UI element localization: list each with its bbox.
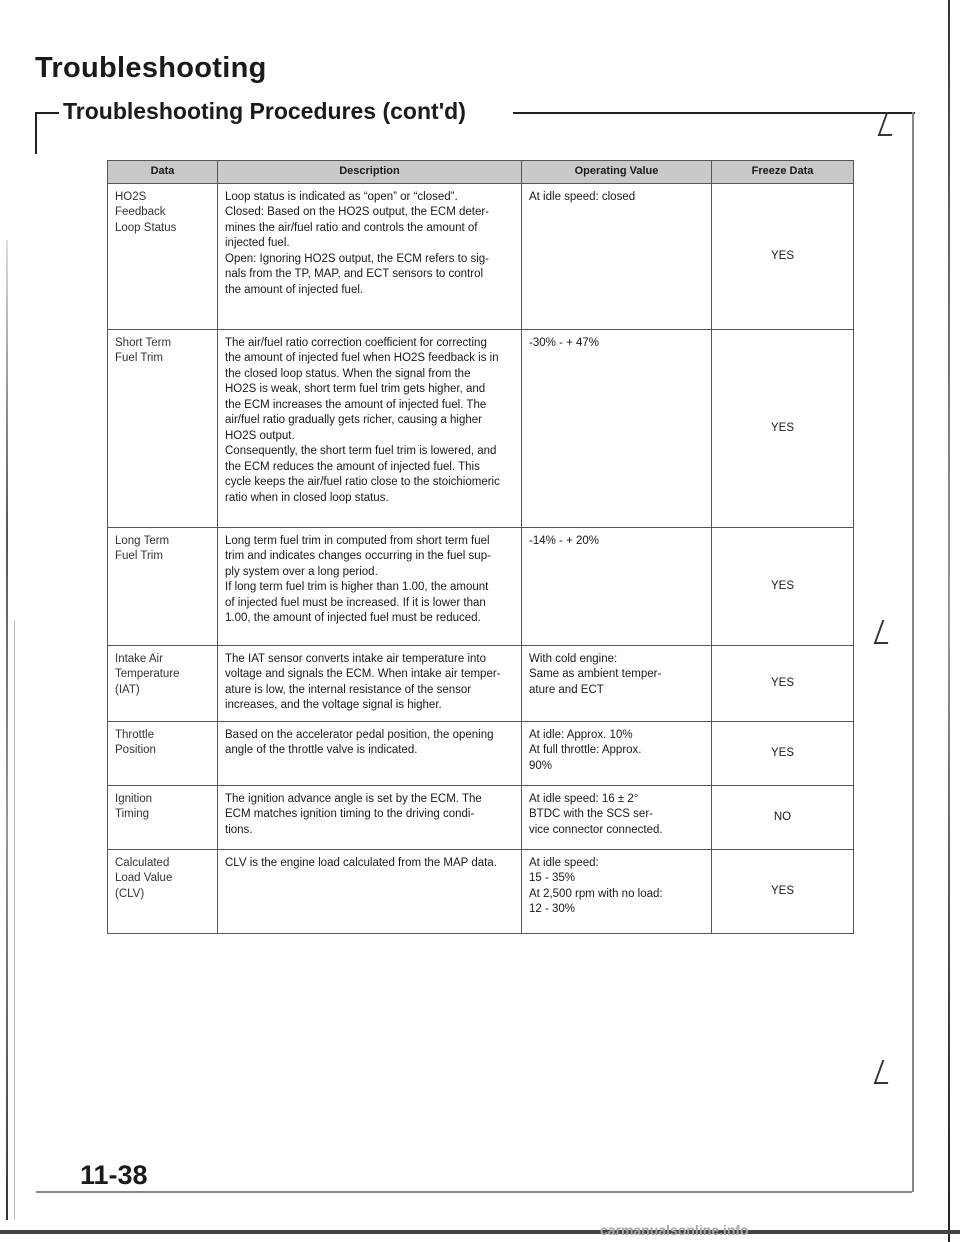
line: increases, and the voltage signal is higher.: [225, 699, 442, 711]
header-description: Description: [218, 161, 522, 184]
cell-description: [218, 329, 522, 527]
margin-mark: [874, 620, 897, 644]
line: Closed: Based on the HO2S output, the ECM deter-: [225, 206, 490, 218]
table-header-row: [108, 161, 854, 184]
cell-freeze-data: YES: [712, 329, 854, 527]
cell-operating-value: [522, 645, 712, 721]
page-number: 11-38: [80, 1160, 148, 1190]
line: vice connector connected.: [529, 823, 663, 836]
line: 90%: [529, 759, 553, 772]
line: If long term fuel trim is higher than 1.00, the amount: [225, 581, 489, 593]
table-row: [108, 329, 854, 527]
cell-freeze-data: YES: [712, 849, 854, 933]
line: -30% - + 47%: [529, 336, 599, 349]
cell-operating-value: [522, 785, 712, 849]
line: (CLV): [115, 887, 145, 900]
page-frame-right: [912, 112, 914, 1192]
cell-description: [218, 183, 522, 329]
line: ature and ECT: [529, 683, 604, 696]
line: Timing: [115, 808, 150, 820]
section-rule: [513, 112, 915, 114]
margin-mark: [874, 1060, 897, 1084]
cell-data: [108, 527, 218, 645]
cell-data: [108, 183, 218, 329]
line: air/fuel ratio gradually gets richer, causing a higher: [225, 414, 482, 426]
cell-freeze-data: YES: [712, 527, 854, 645]
line: the ECM increases the amount of injected fuel. The: [225, 398, 487, 411]
line: cycle keeps the air/fuel ratio close to the stoichiomeric: [225, 476, 500, 488]
cell-description: [218, 645, 522, 721]
table-row: [108, 849, 854, 933]
table-row: [108, 721, 854, 785]
section-title: Troubleshooting Procedures (cont'd): [63, 98, 466, 124]
line: Open: Ignoring HO2S output, the ECM refers to sig-: [225, 252, 489, 265]
scan-edge-left-inner: [14, 620, 15, 1220]
scan-edge-left: [6, 240, 8, 1220]
section-bracket: [35, 112, 59, 154]
line: Long Term: [115, 534, 170, 547]
line: At full throttle: Approx.: [529, 744, 642, 756]
line: The IAT sensor converts intake air temperature into: [225, 652, 487, 665]
line: Calculated: [115, 856, 170, 869]
line: With cold engine:: [529, 652, 618, 665]
cell-operating-value: [522, 721, 712, 785]
cell-operating-value: [522, 183, 712, 329]
line: The ignition advance angle is set by the ECM. The: [225, 792, 482, 805]
line: At 2,500 rpm with no load:: [529, 887, 663, 900]
line: Load Value: [115, 872, 173, 884]
line: -14% - + 20%: [529, 534, 599, 547]
line: Consequently, the short term fuel trim is lowered, and: [225, 445, 497, 457]
cell-freeze-data: YES: [712, 721, 854, 785]
cell-description: [218, 721, 522, 785]
line: the ECM reduces the amount of injected fuel. This: [225, 460, 480, 473]
line: 12 - 30%: [529, 903, 576, 915]
cell-data: [108, 721, 218, 785]
line: Throttle: [115, 728, 154, 741]
line: Based on the accelerator pedal position, the opening: [225, 728, 494, 741]
line: 1.00, the amount of injected fuel must be reduced.: [225, 612, 481, 624]
line: Fuel Trim: [115, 352, 163, 364]
line: CLV is the engine load calculated from the MAP data.: [225, 856, 497, 869]
header-operating-value: Operating Value: [522, 161, 712, 184]
header-freeze-data: Freeze Data: [712, 161, 854, 184]
line: voltage and signals the ECM. When intake air temper-: [225, 668, 501, 680]
line: Intake Air: [115, 652, 163, 665]
line: ply system over a long period.: [225, 565, 378, 578]
scan-edge-right: [948, 0, 950, 1242]
line: ature is low, the internal resistance of the sensor: [225, 683, 472, 696]
cell-data: [108, 645, 218, 721]
line: Ignition: [115, 792, 153, 805]
line: Position: [115, 744, 156, 756]
line: Short Term: [115, 336, 172, 349]
cell-data: [108, 329, 218, 527]
cell-operating-value: [522, 329, 712, 527]
line: Feedback: [115, 206, 166, 218]
line: Long term fuel trim in computed from short term fuel: [225, 534, 490, 547]
cell-description: [218, 849, 522, 933]
line: angle of the throttle valve is indicated.: [225, 744, 418, 756]
line: the amount of injected fuel when HO2S feedback is in: [225, 352, 499, 364]
line: tions.: [225, 823, 253, 836]
line: ECM matches ignition timing to the driving condi-: [225, 808, 475, 820]
line: At idle: Approx. 10%: [529, 728, 633, 741]
cell-data: [108, 849, 218, 933]
cell-operating-value: [522, 849, 712, 933]
section-header: [35, 100, 915, 124]
table-row: [108, 183, 854, 329]
cell-freeze-data: YES: [712, 183, 854, 329]
cell-freeze-data: NO: [712, 785, 854, 849]
page-title: Troubleshooting: [35, 52, 267, 84]
line: ratio when in closed loop status.: [225, 491, 389, 504]
line: HO2S: [115, 190, 147, 203]
line: At idle speed:: [529, 856, 599, 869]
line: HO2S is weak, short term fuel trim gets higher, and: [225, 383, 486, 395]
line: Loop Status: [115, 221, 177, 234]
table-row: [108, 645, 854, 721]
cell-data: [108, 785, 218, 849]
line: mines the air/fuel ratio and controls the amount of: [225, 221, 478, 234]
table-row: [108, 785, 854, 849]
scan-edge-bottom: [0, 1230, 960, 1234]
line: HO2S output.: [225, 429, 295, 442]
watermark: carmanualsonline.info: [600, 1222, 749, 1238]
line: 15 - 35%: [529, 872, 576, 884]
header-data: Data: [108, 161, 218, 184]
cell-operating-value: [522, 527, 712, 645]
page-frame-bottom: [36, 1191, 912, 1193]
table-row: [108, 527, 854, 645]
line: Same as ambient temper-: [529, 668, 662, 680]
data-table: [107, 160, 854, 934]
line: the amount of injected fuel.: [225, 283, 364, 296]
line: trim and indicates changes occurring in the fuel sup-: [225, 550, 491, 562]
line: the closed loop status. When the signal from the: [225, 367, 471, 380]
line: of injected fuel must be increased. If it is lower than: [225, 596, 486, 609]
line: Loop status is indicated as “open” or “closed”.: [225, 190, 458, 203]
cell-freeze-data: YES: [712, 645, 854, 721]
line: nals from the TP, MAP, and ECT sensors to control: [225, 268, 484, 280]
line: injected fuel.: [225, 237, 290, 249]
line: At idle speed: 16 ± 2°: [529, 792, 639, 805]
line: At idle speed: closed: [529, 190, 636, 203]
line: The air/fuel ratio correction coefficient for correcting: [225, 336, 487, 349]
line: Temperature: [115, 668, 180, 680]
cell-description: [218, 527, 522, 645]
line: Fuel Trim: [115, 550, 163, 562]
cell-description: [218, 785, 522, 849]
line: BTDC with the SCS ser-: [529, 808, 653, 820]
line: (IAT): [115, 683, 140, 696]
